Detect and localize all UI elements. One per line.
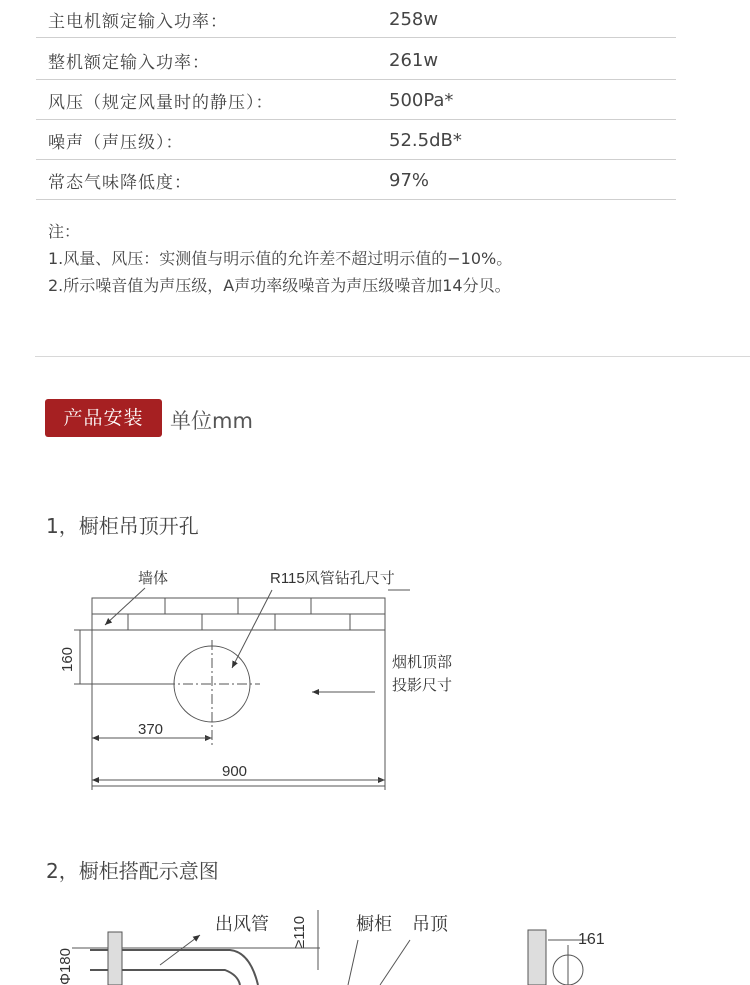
cabinet-layout-diagram [72,910,588,985]
spec-value: 261w [389,50,439,71]
dim-160: 160 [59,646,76,672]
spec-label: 噪声（声压级）： [48,133,184,153]
step1-title: 1，橱柜吊顶开孔 [46,514,199,538]
install-badge: 产品安装 [45,399,162,437]
note-line-1: 1.风量、风压：实测值与明示值的允许差不超过明示值的−10%。 [48,249,513,268]
projection-label-1: 烟机顶部 [392,654,453,671]
spec-value: 52.5dB* [389,130,462,151]
unit-label: 单位mm [170,409,253,433]
spec-label: 风压（规定风量时的静压）： [48,93,274,113]
wall-label: 墙体 [138,570,169,587]
hole-size-label: R115风管钻孔尺寸 [270,570,395,587]
spec-label: 常态气味降低度： [48,173,192,193]
cabinet-label: 橱柜 [356,914,392,934]
dim-900: 900 [222,763,248,780]
spec-label: 整机额定输入功率： [48,53,210,73]
spec-value: 258w [389,9,439,30]
step2-title: 2，橱柜搭配示意图 [46,859,219,883]
dim-180: Φ180 [57,948,74,985]
notes-title: 注： [48,222,81,241]
projection-label-2: 投影尺寸 [392,677,453,694]
ceiling-cutout-diagram [74,588,410,790]
spec-value: 97% [389,170,430,191]
spec-label: 主电机额定输入功率： [48,12,228,32]
dim-370: 370 [138,721,164,738]
dim-161: 161 [578,931,605,948]
ceiling-label: 吊顶 [412,914,448,934]
spec-value: 500Pa* [389,90,454,111]
note-line-2: 2.所示噪音值为声压级，A声功率级噪音为声压级噪音加14分贝。 [48,276,511,295]
outlet-duct-label: 出风管 [215,914,269,934]
dim-110: ≥110 [291,915,308,948]
